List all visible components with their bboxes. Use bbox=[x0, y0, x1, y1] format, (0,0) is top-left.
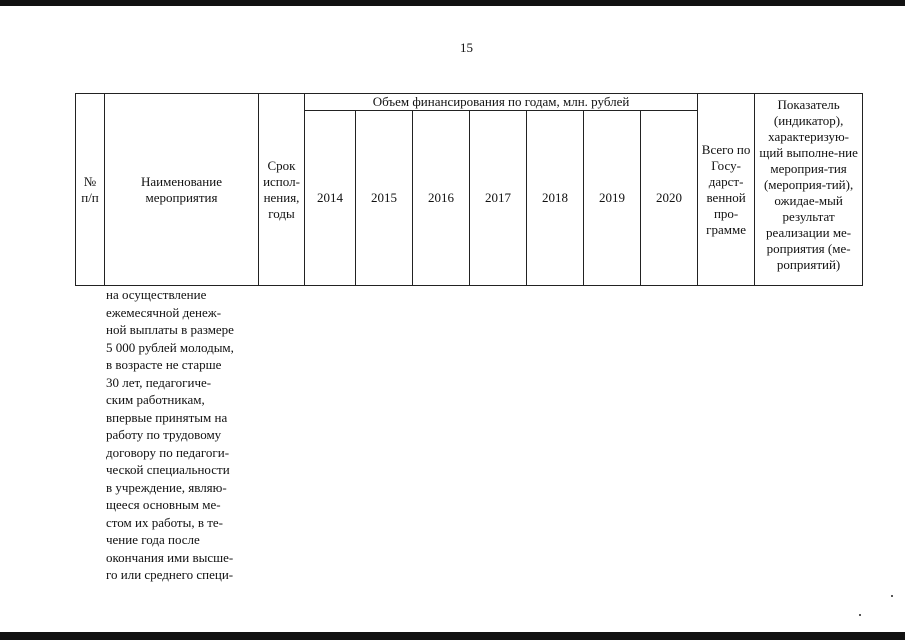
text-line: работу по трудовому bbox=[106, 427, 222, 442]
header-year: 2014 bbox=[305, 111, 356, 286]
header-year: 2019 bbox=[584, 111, 641, 286]
scan-speck bbox=[891, 595, 893, 597]
continuation-text bbox=[106, 286, 258, 584]
text-line: щееся основным ме- bbox=[106, 497, 221, 512]
header-year: 2017 bbox=[470, 111, 527, 286]
header-year: 2018 bbox=[527, 111, 584, 286]
header-indicator: Показатель (индикатор), характеризую-щий выполне-ние мероприя-тия (мероприя-тий), ожидае-мый результат реализации ме-роприятия (ме-роприятий) bbox=[755, 94, 863, 286]
text-line: го или среднего специ- bbox=[106, 567, 234, 582]
text-line: чение года после bbox=[106, 532, 200, 547]
header-num: № п/п bbox=[76, 94, 105, 286]
top-border-bar bbox=[0, 0, 905, 6]
text-line: на осуществление bbox=[106, 287, 207, 302]
header-year: 2020 bbox=[641, 111, 698, 286]
header-name: Наименование мероприятия bbox=[105, 94, 259, 286]
header-year: 2016 bbox=[413, 111, 470, 286]
scan-speck bbox=[859, 614, 861, 616]
text-line: ческой специальности bbox=[106, 462, 230, 477]
header-year: 2015 bbox=[356, 111, 413, 286]
text-line: 30 лет, педагогиче- bbox=[106, 374, 212, 390]
text-line: договору по педагоги- bbox=[106, 444, 230, 460]
text-line: ной выплаты в размере bbox=[106, 322, 234, 337]
text-line: в возрасте не старше bbox=[106, 357, 222, 372]
text-line: ским работникам, bbox=[106, 392, 205, 407]
bottom-border-bar bbox=[0, 632, 905, 640]
header-total: Всего по Госу-дарст-венной про-грамме bbox=[698, 94, 755, 286]
text-line: впервые принятым на bbox=[106, 409, 228, 425]
header-funding-group: Объем финансирования по годам, млн. рублей bbox=[305, 94, 698, 111]
text-line: ежемесячной денеж- bbox=[106, 304, 222, 320]
page-number: 15 bbox=[460, 40, 473, 55]
text-line: окончания ими высше- bbox=[106, 549, 234, 565]
text-line: в учреждение, являю- bbox=[106, 479, 227, 495]
text-line: 5 000 рублей молодым, bbox=[106, 339, 234, 355]
financing-table bbox=[75, 93, 863, 286]
header-term: Срок испол-нения, годы bbox=[259, 94, 305, 286]
text-line: стом их работы, в те- bbox=[106, 514, 224, 530]
